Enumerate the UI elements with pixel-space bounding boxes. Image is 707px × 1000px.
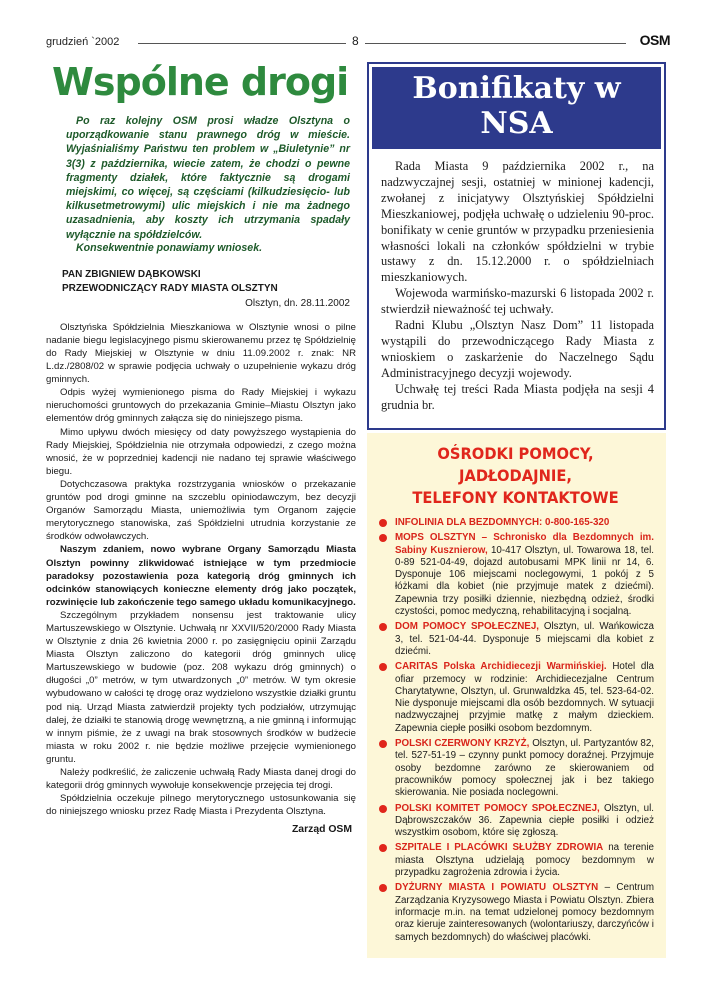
letter-paragraph: Spółdzielnia oczekuje pilnego merytorycznego ustosunkowania się do niniejszego wniosku przez Radę Miasta i Prezydenta Olsztyna. (46, 793, 356, 818)
bullet-icon (379, 534, 387, 542)
contact-item (377, 842, 654, 879)
nsa-paragraph: Rada Miasta 9 października 2002 r., na nadzwyczajnej sesji, ostatniej w minionej kadencji, zwołanej z inicjatywy Olsztyńskiej Spółdzielni Mieszkaniowej, podjęła uchwałę o udzieleniu 90-proc. bonifikaty w cenie gruntów w przypadku przeniesienia własności lokali na członków spółdzielni w trybie ustawy z dn. 15.12.2000 r. o spółdzielniach mieszkaniowych. (381, 159, 654, 285)
contact-item (377, 738, 654, 799)
addressee-name: PAN ZBIGNIEW DĄBKOWSKI (62, 268, 201, 280)
bullet-icon (379, 623, 387, 631)
article-bonifikaty-box (367, 62, 666, 430)
letter-signature: Zarząd OSM (291, 824, 352, 836)
contact-text: Hotel dla ofiar przemocy w rodzinie: Archidiecezjalne Centrum Charytatywne, Olsztyn, ul. Grunwaldzka 45, tel. 523-64-02. Nie dysponuje miejscami dla osób bezdomnych. W sytuacji nadzwyczajnej przyjmie matkę z małym dzieckiem. Zapewnia ciepłe posiłki osobom bezdomnym. (395, 661, 655, 734)
contacts-title-line2: TELEFONY KONTAKTOWE (412, 488, 619, 507)
osm-logo: OSM (639, 32, 670, 48)
contact-heading: DOM POMOCY SPOŁECZNEJ, (395, 621, 540, 633)
letter-paragraph: Mimo upływu dwóch miesięcy od daty powyższego wystąpienia do Rady Miejskiej, Spółdzielnia nie otrzymała odpowiedzi, z czego można wnosić, że w poprzedniej kadencji nie nadano tej sprawie właściwego biegu. (46, 426, 356, 477)
contact-item (377, 621, 654, 658)
contact-item (377, 803, 654, 840)
contact-heading: INFOLINIA DLA BEZDOMNYCH: 0-800-165-320 (395, 517, 610, 528)
letter-paragraph: Olsztyńska Spółdzielnia Mieszkaniowa w Olsztynie wnosi o pilne nadanie biegu legislacyjnego pismu skierowanemu przez tę Spółdzielnię do Rady Miejskiej w Olsztynie w dniu 11.09.2002 r. znak: NR L.dz./2808/02 w sprawie podjęcia uchwały o uzupełnienie wykazu dróg gminnych. (46, 321, 356, 386)
contact-heading: MOPS OLSZTYN – Schronisko dla Bezdomnych im. Sabiny Kusznierow, (395, 532, 654, 556)
nsa-paragraph: Radni Klubu „Olsztyn Nasz Dom” 11 listopada wystąpili do przewodniczącego Rady Miasta z wnioskiem o zaskarżenie do Naczelnego Sądu Administracyjnego decyzji wojewody. (381, 318, 654, 380)
contact-item (377, 661, 654, 735)
article-intro: Po raz kolejny OSM prosi władze Olsztyna o uporządkowanie stanu prawnego dróg w mieście. Wyjaśnialiśmy Państwu ten problem w „Biuletynie” nr 3(3) z października, wiecie zatem, że chodzi o pewne fragmenty działek, które faktycznie są drogami miejskimi, co więcej, są częściami (kilkudziesięcio- lub kilkusetmetrowymi) ulic miejskich i nie ma żadnego uzasadnienia, aby koszty ich utrzymania spadały wyłącznie na spółdzielców. (66, 115, 350, 241)
contact-heading: DYŻURNY MIASTA I POWIATU OLSZTYN (395, 882, 599, 894)
letter-body (46, 321, 356, 819)
letter-paragraph: Należy podkreślić, że zaliczenie uchwałą Rady Miasta danej drogi do kategorii dróg gminnych wywołuje konsekwencje przejęcia tej drogi. (46, 767, 356, 792)
bullet-icon (379, 519, 387, 527)
article-title: Wspólne drogi (52, 60, 349, 104)
page-number: 8 (346, 34, 365, 48)
contact-text: – Centrum Zarządzania Kryzysowego Miasta i Powiatu Olsztyn. Zbiera informacje m.in. na temat udzielonej pomocy bezdomnym oraz kieruje zainteresowanych (wolontariuszy, darczyńców i samych bezdomnych) do właściwej placówki. (395, 882, 654, 943)
bullet-icon (379, 740, 387, 748)
addressee-title: PRZEWODNICZĄCY RADY MIASTA OLSZTYN (62, 282, 278, 294)
article-intro-closing: Konsekwentnie ponawiamy wniosek. (76, 241, 263, 254)
article-wspolne-drogi (46, 60, 356, 835)
contact-text: Olsztyn, ul. Wańkowicza 3, tel. 521-04-44. Dysponuje 5 miejscami dla kobiet z dziećmi. (395, 621, 654, 657)
letter-paragraph: Odpis wyżej wymienionego pisma do Rady Miejskiej i wykazu nieruchomości gruntowych do przekazania Gminie–Miastu Olsztyn jako elementów dróg gminnych załącza się do niniejszego pisma. (46, 387, 356, 425)
letter-paragraph: Dotychczasowa praktyka rozstrzygania wniosków o przekazanie gruntów pod drogi gminne na szczeblu opiniodawczym, bez decyzji Organów Samorządu Miasta, uniemożliwia tym Organom zajęcie merytorycznego stanowiska, zaś Spółdzielni utrudnia korzystanie ze środków odwoławczych. (46, 478, 356, 543)
bullet-icon (379, 844, 387, 852)
letter-paragraph-bold: Naszym zdaniem, nowo wybrane Organy Samorządu Miasta Olsztyn powinny zlikwidować istniejące w tym przedmiocie paradoksy pozostawienia poza kategorią dróg gminnych ich odcinków stanowiących konieczne elementy dróg jako początek, rozwinięcie lub zakończenie tego samego układu komunikacyjnego. (46, 544, 356, 608)
contact-heading: SZPITALE I PLACÓWKI SŁUŻBY ZDROWIA (395, 842, 604, 854)
contact-text: na terenie miasta Olsztyna udzielają pomocy bezdomnym w przypadku zagrożenia zdrowia i życia. (395, 842, 654, 879)
contact-heading: POLSKI KOMITET POMOCY SPOŁECZNEJ, (395, 802, 600, 814)
contact-text: Olsztyn, ul. Dąbrowszczaków 36. Zapewnia ciepłe posiłki i odzież wszystkim osobom, które się zgłoszą. (395, 802, 654, 839)
contacts-title-line1: OŚRODKI POMOCY, JADŁODAJNIE, (437, 444, 594, 485)
nsa-body (369, 149, 664, 414)
nsa-paragraph: Uchwałę tej treści Rada Miasta podjęła na sesji 4 grudnia br. (381, 381, 654, 412)
bullet-icon (379, 884, 387, 892)
issue-date: grudzień `2002 (46, 36, 120, 48)
contact-heading: CARITAS Polska Archidiecezji Warmińskiej. (395, 661, 607, 673)
nsa-paragraph: Wojewoda warmińsko-mazurski 6 listopada 2002 r. stwierdził nieważność tej uchwały. (381, 286, 654, 317)
contact-item (377, 532, 654, 618)
nsa-title: Bonifikaty w NSA (372, 67, 661, 149)
letter-paragraph: Szczególnym przykładem nonsensu jest traktowanie ulicy Martuszewskiego w Olsztynie. Uchwałą nr XXVII/520/2000 Rady Miasta w Olsztynie z dnia 26 kwietnia 2000 r. po zasięgnięciu opinii Zarządu Miasta Olsztyn zaliczono do kategorii dróg gminnych ulicę Martuszewskiego w budowie (poz. 208 wykazu dróg gminnych) o długości „0” metrów, w tym utwardzonych „0” metrów. W tym okresie wybudowano w całości tę drogę oraz wydzielono wszystkie działki gruntu pod nią. Urząd Miasta zatwierdził projekty tych podziałów, utrzymując dalej, że działki te stanowią drogę wewnętrzną, a nie gminną i informując w innym piśmie, że z uwagi na brak stosownych środków w budżecie miasta w roku 2002 r. nie będzie możliwe przejęcie wymienionego gruntu. (46, 609, 356, 765)
contact-text: Olsztyn, ul. Partyzantów 82, tel. 527-51-19 – czynny punkt pomocy doraźnej. Przyjmuje osoby bezdomne zarówno ze skierowaniem od pracowników pomocy społecznej jak i bez takiego skierowania. Nie posiada noclegowni. (395, 738, 654, 799)
contact-text: 10-417 Olsztyn, ul. Towarowa 18, tel. 0-89 521-04-49, dojazd autobusami MPK linii nr 14, 6. Dysponuje 106 miejscami noclegowymi, 1 pokój z 5 łóżkami dla kobiet (nie przyjmuje matek z dziećmi). Zapewnia trzy posiłki dziennie, niezbędną odzież, środki czystości, pomoc medyczną, rehabilitacyjną i socjalną. (395, 544, 654, 618)
page-header (46, 34, 670, 52)
contact-item (377, 882, 654, 943)
bullet-icon (379, 663, 387, 671)
bullet-icon (379, 805, 387, 813)
contact-heading: POLSKI CZERWONY KRZYŻ, (395, 738, 530, 750)
letter-place-date: Olsztyn, dn. 28.11.2002 (245, 297, 350, 309)
contacts-box (367, 433, 666, 958)
header-rule (138, 43, 626, 44)
contact-item (377, 517, 654, 529)
